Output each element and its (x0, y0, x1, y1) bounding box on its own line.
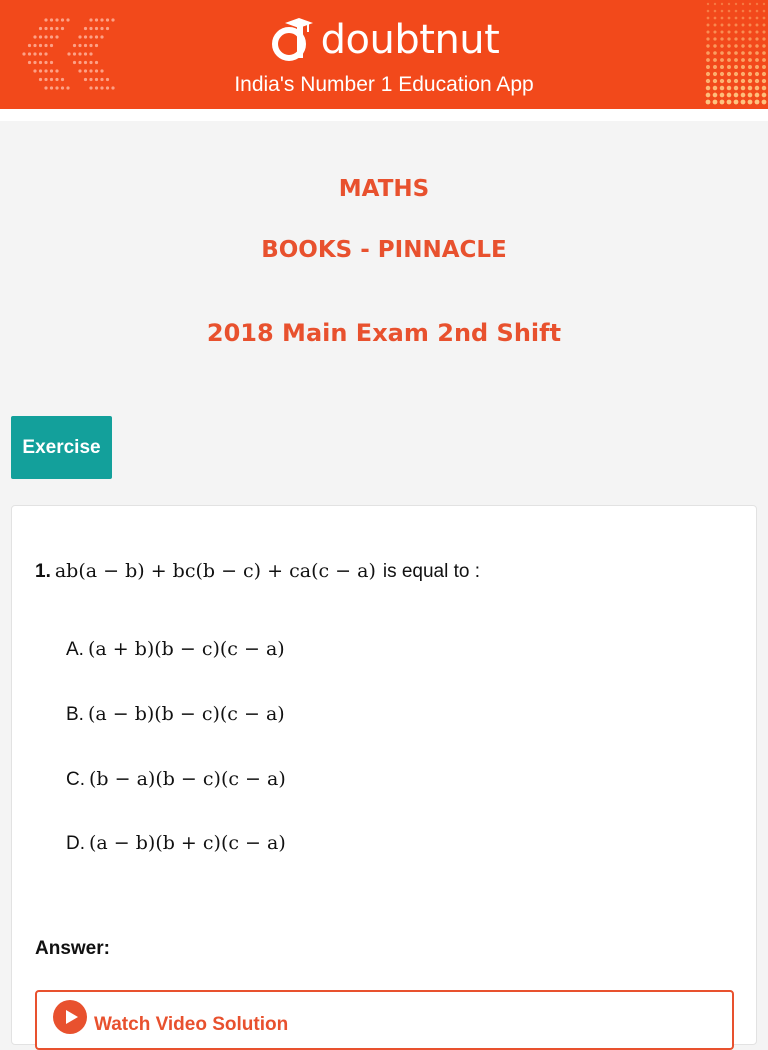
decor-dot (706, 100, 711, 105)
decor-dot (707, 3, 709, 5)
option-a[interactable] (66, 638, 285, 661)
decor-dot (734, 65, 738, 69)
decor-dot (735, 10, 738, 13)
play-icon (53, 1000, 87, 1034)
decor-dot (748, 65, 752, 69)
decor-dot (721, 10, 724, 13)
decor-dot (734, 100, 739, 105)
answer-label: Answer: (35, 938, 110, 959)
decor-dot (720, 65, 724, 69)
decor-dot (755, 100, 760, 105)
decor-dot (749, 10, 752, 13)
decor-dot (755, 65, 759, 69)
decor-dot (762, 65, 766, 69)
decor-dot (727, 100, 732, 105)
option-c[interactable] (66, 768, 286, 791)
decor-dot (713, 65, 717, 69)
doubtnut-logo-icon (269, 16, 315, 64)
exam-title: 2018 Main Exam 2nd Shift (206, 319, 562, 347)
option-expression: (b − a)(b − c)(c − a) (89, 768, 286, 790)
decor-dot (735, 3, 737, 5)
decor-dot (713, 100, 718, 105)
question-card (11, 505, 757, 1045)
decor-dot (742, 10, 745, 13)
option-expression: (a + b)(b − c)(c − a) (87, 638, 285, 660)
decor-dot (742, 3, 744, 5)
question-number: 1. (35, 561, 51, 582)
decor-dot (762, 100, 767, 105)
question-expression: ab(a − b) + bc(b − c) + ca(c − a) (54, 560, 376, 582)
option-label: A. (66, 639, 84, 660)
decor-dot (714, 10, 717, 13)
brand-name: doubtnut (320, 17, 500, 63)
decor-dot (720, 100, 725, 105)
option-d[interactable] (66, 832, 286, 855)
tagline: India's Number 1 Education App (234, 73, 534, 96)
decor-dot (763, 3, 765, 5)
option-b[interactable] (66, 703, 285, 726)
decor-dot (748, 100, 753, 105)
app-header (0, 0, 768, 109)
header-divider (0, 109, 768, 121)
decor-dot (721, 3, 723, 5)
decor-dot (756, 3, 758, 5)
option-expression: (a − b)(b − c)(c − a) (87, 703, 285, 725)
watch-video-label: Watch Video Solution (94, 1014, 289, 1035)
question-text (35, 560, 480, 583)
question-suffix: is equal to : (382, 561, 481, 582)
option-label: C. (66, 769, 85, 790)
brand-logo[interactable] (0, 16, 768, 64)
subject-title: MATHS (338, 176, 430, 202)
decor-dot (714, 3, 716, 5)
option-label: B. (66, 704, 84, 725)
decor-dot (706, 65, 710, 69)
decor-dot (741, 65, 745, 69)
decor-dot (756, 10, 759, 13)
decor-dot (728, 3, 730, 5)
option-label: D. (66, 833, 85, 854)
option-expression: (a − b)(b + c)(c − a) (89, 832, 286, 854)
decor-dot (727, 65, 731, 69)
exercise-button[interactable]: Exercise (11, 416, 112, 479)
watch-video-solution-button[interactable] (35, 990, 734, 1050)
decor-dot (763, 10, 766, 13)
decor-dot (741, 100, 746, 105)
book-title: BOOKS - PINNACLE (261, 237, 507, 263)
decor-dot (728, 10, 731, 13)
decor-dot (707, 10, 710, 13)
decor-dot (749, 3, 751, 5)
